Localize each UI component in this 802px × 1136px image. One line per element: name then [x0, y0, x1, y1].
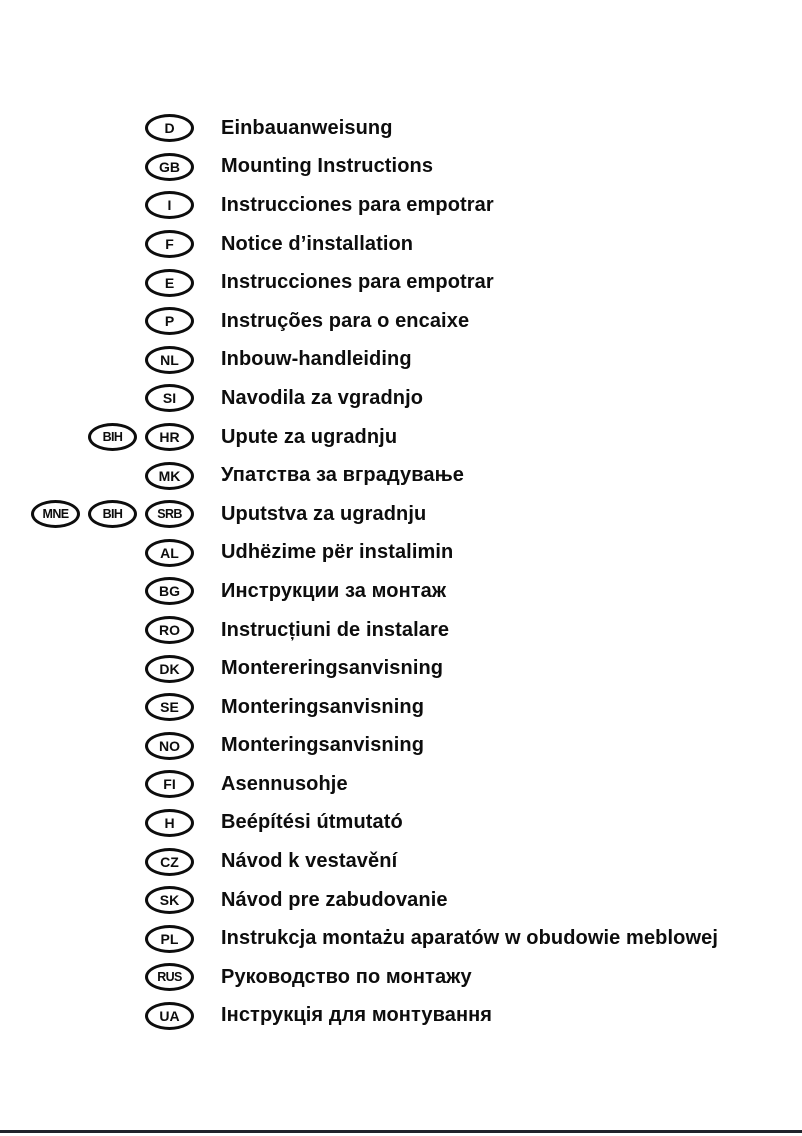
- language-code-badges: [0, 230, 194, 258]
- language-code-badges: [0, 577, 194, 605]
- language-title: Instrucțiuni de instalare: [221, 618, 450, 641]
- language-row: [0, 649, 718, 688]
- language-code-badges: [0, 925, 194, 953]
- language-code-badges: [0, 500, 194, 528]
- language-row: [0, 881, 718, 920]
- language-title: Uputstva za ugradnju: [221, 502, 427, 525]
- language-title: Udhëzime për instalimin: [221, 541, 454, 564]
- language-code-badges: [0, 616, 194, 644]
- language-code-badge: I: [145, 191, 194, 219]
- language-code-badge: MK: [145, 462, 194, 490]
- language-code-badges: [0, 462, 194, 490]
- language-row: [0, 727, 718, 766]
- language-row: [0, 534, 718, 573]
- bottom-rule: [0, 1130, 802, 1133]
- language-title: Einbauanweisung: [221, 116, 393, 139]
- language-code-badge: H: [145, 809, 194, 837]
- language-code-badge: GB: [145, 153, 194, 181]
- language-title: Monteringsanvisning: [221, 695, 425, 718]
- language-row: [0, 919, 718, 958]
- language-row: [0, 341, 718, 380]
- language-code-badge: SRB: [145, 500, 194, 528]
- language-title: Інструкція для монтування: [221, 1004, 493, 1027]
- language-code-badges: [0, 1002, 194, 1030]
- language-code-badge: D: [145, 114, 194, 142]
- language-row: [0, 379, 718, 418]
- language-code-badge: SE: [145, 693, 194, 721]
- language-code-badge: FI: [145, 770, 194, 798]
- language-code-badge: BG: [145, 577, 194, 605]
- language-title: Инструкции за монтаж: [221, 579, 447, 602]
- language-row: [0, 186, 718, 225]
- language-title: Mounting Instructions: [221, 155, 434, 178]
- language-code-badges: [0, 191, 194, 219]
- language-row: [0, 804, 718, 843]
- language-title: Instrucciones para empotrar: [221, 271, 494, 294]
- language-code-badges: [0, 307, 194, 335]
- language-code-badge: SK: [145, 886, 194, 914]
- language-code-badge: F: [145, 230, 194, 258]
- language-row: [0, 842, 718, 881]
- language-title: Instruções para o encaixe: [221, 309, 470, 332]
- language-code-badges: [0, 153, 194, 181]
- language-row: [0, 572, 718, 611]
- language-code-badge: RO: [145, 616, 194, 644]
- language-list: [0, 109, 718, 1035]
- language-row: [0, 997, 718, 1036]
- language-row: [0, 495, 718, 534]
- language-code-badges: [0, 114, 194, 142]
- language-title: Notice d’installation: [221, 232, 414, 255]
- language-title: Instrucciones para empotrar: [221, 193, 494, 216]
- language-title: Upute za ugradnju: [221, 425, 398, 448]
- language-code-badge: AL: [145, 539, 194, 567]
- language-code-badges: [0, 269, 194, 297]
- language-code-badges: [0, 848, 194, 876]
- language-title: Asennusohje: [221, 772, 348, 795]
- language-code-badge: P: [145, 307, 194, 335]
- language-row: [0, 765, 718, 804]
- language-title: Navodila za vgradnjo: [221, 386, 424, 409]
- language-title: Упатства за вградување: [221, 464, 465, 487]
- language-title: Monteringsanvisning: [221, 734, 425, 757]
- language-code-badge: NO: [145, 732, 194, 760]
- language-code-badge: NL: [145, 346, 194, 374]
- language-code-badges: [0, 963, 194, 991]
- language-row: [0, 688, 718, 727]
- language-row: [0, 302, 718, 341]
- language-code-badges: [0, 809, 194, 837]
- language-row: [0, 148, 718, 187]
- language-code-badges: [0, 886, 194, 914]
- language-title: Montereringsanvisning: [221, 657, 444, 680]
- language-title: Instrukcja montażu aparatów w obudowie meblowej: [221, 927, 718, 950]
- language-code-badges: [0, 732, 194, 760]
- language-row: [0, 418, 718, 457]
- language-code-badge: UA: [145, 1002, 194, 1030]
- language-code-badges: [0, 693, 194, 721]
- language-code-badges: [0, 655, 194, 683]
- language-code-badges: [0, 770, 194, 798]
- language-code-badges: [0, 539, 194, 567]
- language-title: Руководство по монтажу: [221, 965, 472, 988]
- language-title: Inbouw-handleiding: [221, 348, 412, 371]
- language-row: [0, 225, 718, 264]
- language-title: Návod k vestavění: [221, 850, 398, 873]
- language-row: [0, 611, 718, 650]
- language-code-badges: [0, 423, 194, 451]
- language-row: [0, 109, 718, 148]
- language-code-badge: RUS: [145, 963, 194, 991]
- language-row: [0, 958, 718, 997]
- language-code-badge: MNE: [31, 500, 80, 528]
- language-code-badges: [0, 346, 194, 374]
- language-code-badge: BIH: [88, 423, 137, 451]
- language-code-badge: BIH: [88, 500, 137, 528]
- language-code-badge: SI: [145, 384, 194, 412]
- language-row: [0, 456, 718, 495]
- language-code-badge: HR: [145, 423, 194, 451]
- language-title: Návod pre zabudovanie: [221, 888, 448, 911]
- language-code-badge: PL: [145, 925, 194, 953]
- language-code-badges: [0, 384, 194, 412]
- language-code-badge: E: [145, 269, 194, 297]
- language-code-badge: CZ: [145, 848, 194, 876]
- language-row: [0, 263, 718, 302]
- language-title: Beépítési útmutató: [221, 811, 403, 834]
- language-code-badge: DK: [145, 655, 194, 683]
